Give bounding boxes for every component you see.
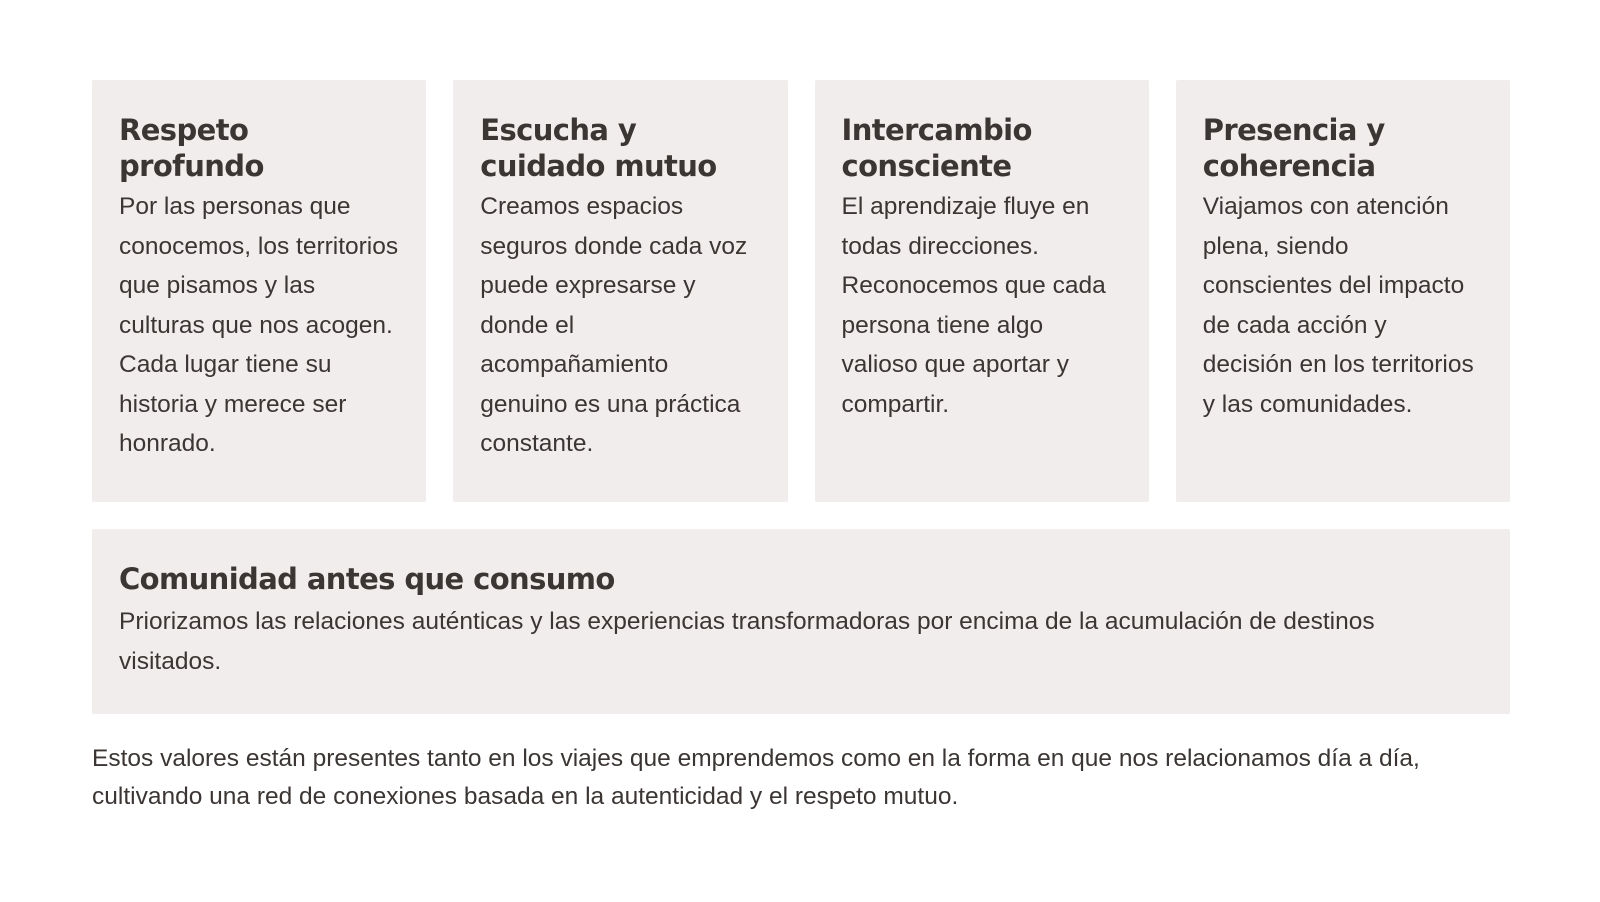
value-card-title: Comunidad antes que consumo bbox=[119, 562, 615, 596]
value-card-title: Respeto profundo bbox=[119, 113, 264, 183]
value-card-title: Intercambio consciente bbox=[841, 113, 1032, 183]
value-card-text: Priorizamos las relaciones auténticas y las experiencias transformadoras por encima de la acumulación de destinos visitados. bbox=[119, 608, 1375, 675]
value-card-comunidad bbox=[92, 529, 1510, 714]
closing-paragraph: Estos valores están presentes tanto en los viajes que emprendemos como en la forma en que nos relacionamos día a día, cultivando una red de conexiones basada en la autenticidad y el respeto mutuo. bbox=[92, 745, 1420, 810]
value-card-text: Por las personas que conocemos, los territorios que pisamos y las culturas que nos acogen. Cada lugar tiene su historia y merece ser honrado. bbox=[119, 193, 399, 457]
value-card-respeto-profundo bbox=[92, 80, 426, 502]
value-card-intercambio-consciente bbox=[815, 80, 1149, 502]
value-card-title: Presencia y coherencia bbox=[1202, 113, 1385, 183]
value-card-text: El aprendizaje fluye en todas direcciones. Reconocemos que cada persona tiene algo valioso que aportar y compartir. bbox=[841, 193, 1106, 418]
value-card-text: Viajamos con atención plena, siendo conscientes del impacto de cada acción y decisión en los territorios y las comunidades. bbox=[1202, 193, 1474, 418]
value-card-escucha-cuidado-mutuo bbox=[453, 80, 787, 502]
values-grid bbox=[92, 80, 1510, 502]
value-card-presencia-coherencia bbox=[1176, 80, 1510, 502]
value-card-text: Creamos espacios seguros donde cada voz puede expresarse y donde el acompañamiento genuino es una práctica constante. bbox=[480, 193, 748, 457]
value-card-title: Escucha y cuidado mutuo bbox=[480, 113, 717, 183]
